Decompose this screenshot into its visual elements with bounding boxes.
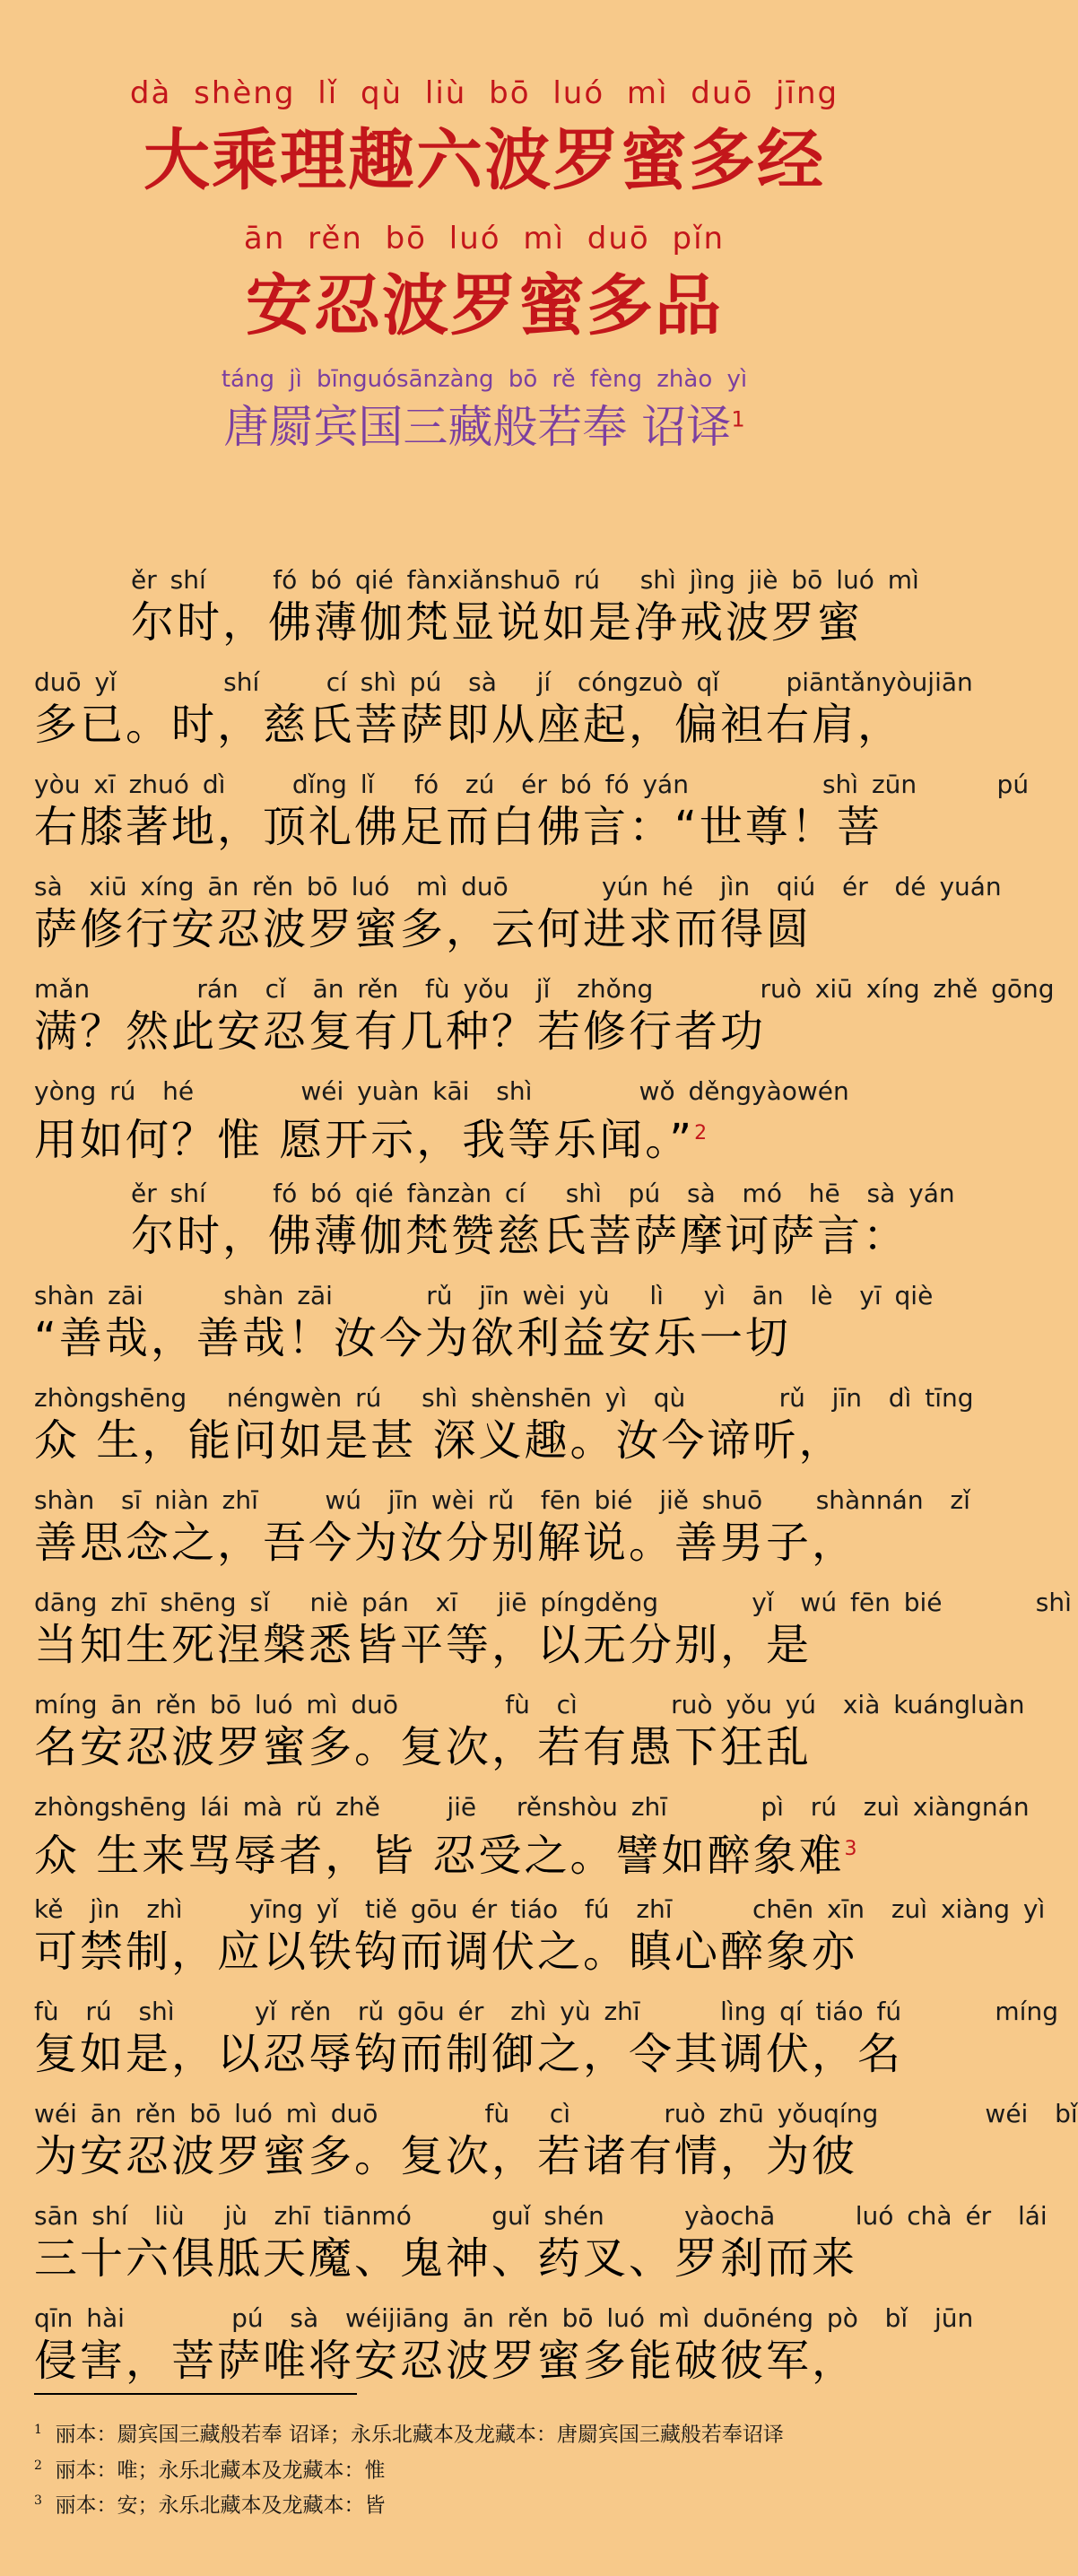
footnote-number: 1	[34, 2423, 42, 2437]
footnote	[34, 2415, 940, 2450]
row-hanzi: 侵害，菩萨唯将安忍波罗蜜多能破彼军，	[34, 2336, 858, 2386]
row-hanzi: 多已。时，慈氏菩萨即从座起，偏袒右肩，	[34, 700, 904, 750]
footnote-text: 丽本：安；永乐北藏本及龙藏本：皆	[55, 2493, 386, 2518]
author-pinyin: táng jì bīnguósānzàng bō rě fèng zhào yì	[221, 366, 748, 393]
row-hanzi	[34, 1107, 940, 1167]
row-pinyin: ěr shí fó bó qié fànxiǎnshuō rú shì jìng jiè bō luó mì	[131, 565, 919, 595]
footnote	[34, 2485, 940, 2521]
footnote-text: 丽本：唯；永乐北藏本及龙藏本：惟	[55, 2459, 386, 2483]
row-hanzi-text: 用如何？惟 愿开示，我等乐闻。”	[34, 1115, 695, 1165]
title-pinyin: dà shèng lǐ qù liù bō luó mì duō jīng	[129, 75, 839, 111]
footnote	[34, 2450, 940, 2486]
footnote-text: 丽本：罽宾国三藏般若奉 诏译；永乐北藏本及龙藏本：唐罽宾国三藏般若奉诏译	[55, 2423, 784, 2447]
text-row	[34, 1281, 940, 1383]
text-row	[34, 1997, 1058, 2099]
row-pinyin: yòng rú hé wéi yuàn kāi shì wǒ děngyàowén	[34, 1076, 849, 1106]
row-hanzi: 名安忍波罗蜜多。复次，若有愚下狂乱	[34, 1722, 813, 1772]
text-row	[34, 2201, 1048, 2303]
author-line	[0, 391, 969, 456]
row-hanzi: 萨修行安忍波罗蜜多，云何进求而得圆	[34, 904, 813, 954]
text-row	[34, 770, 1030, 872]
footnotes	[34, 2393, 940, 2521]
text-row	[34, 2099, 1078, 2201]
page-title: 大乘理趣六波罗蜜多经	[143, 122, 825, 199]
row-hanzi-text: 众 生来骂辱者，皆 忍受之。譬如醉象难	[34, 1831, 845, 1881]
row-pinyin: sà xiū xíng ān rěn bō luó mì duō yún hé jìn qiú ér dé yuán	[34, 872, 1002, 901]
row-hanzi: 满？然此安忍复有几种？若修行者功	[34, 1006, 767, 1057]
footnote-divider	[34, 2393, 357, 2395]
row-hanzi: 尔时，佛薄伽梵显说如是净戒波罗蜜	[131, 597, 864, 648]
page-subtitle: 安忍波罗蜜多品	[246, 267, 723, 344]
text-row	[34, 1383, 974, 1485]
row-hanzi: 右膝著地，顶礼佛足而白佛言：“世尊！菩	[34, 802, 882, 852]
row-hanzi: 当知生死涅槃悉皆平等，以无分别，是	[34, 1620, 813, 1670]
text-row	[34, 1690, 1025, 1792]
row-pinyin: shàn sī niàn zhī wú jīn wèi rǔ fēn bié jiě shuō shànnán zǐ	[34, 1485, 970, 1515]
text-row	[34, 1179, 955, 1281]
row-pinyin: yòu xī zhuó dì dǐng lǐ fó zú ér bó fó yán shì zūn pú	[34, 770, 1030, 799]
sutra-text	[34, 565, 1078, 2406]
row-pinyin: shàn zāi shàn zāi rǔ jīn wèi yù lì yì ān lè yī qiè	[34, 1281, 934, 1310]
row-hanzi	[34, 1823, 940, 1883]
text-row	[34, 1485, 970, 1588]
row-pinyin: sān shí liù jù zhī tiānmó guǐ shén yàochā luó chà ér lái	[34, 2201, 1048, 2231]
text-row	[34, 2303, 974, 2406]
row-hanzi: 众 生，能问如是甚 深义趣。汝今谛听，	[34, 1415, 845, 1466]
footnote-ref-2: 2	[694, 1122, 710, 1144]
footnote-ref-1: 1	[731, 406, 745, 432]
row-hanzi: 三十六俱胝天魔、鬼神、药叉、罗刹而来	[34, 2233, 858, 2284]
footnote-number: 2	[34, 2458, 42, 2473]
subtitle-pinyin: ān rěn bō luó mì duō pǐn	[243, 221, 726, 257]
row-hanzi: 为安忍波罗蜜多。复次，若诸有情，为彼	[34, 2131, 858, 2181]
text-row	[34, 1588, 1072, 1690]
row-hanzi: 可禁制，应以铁钩而调伏之。瞋心醉象亦	[34, 1927, 858, 1977]
text-row	[34, 565, 940, 667]
text-row	[34, 974, 1055, 1076]
row-pinyin: ěr shí fó bó qié fànzàn cí shì pú sà mó hē sà yán	[131, 1179, 955, 1208]
row-pinyin: duō yǐ shí cí shì pú sà jí cóngzuò qǐ piāntǎnyòujiān	[34, 667, 973, 697]
text-row	[34, 872, 1002, 974]
row-hanzi: 善思念之，吾今为汝分别解说。善男子，	[34, 1518, 858, 1568]
row-hanzi: 尔时，佛薄伽梵赞慈氏菩萨摩诃萨言：	[131, 1211, 909, 1261]
row-pinyin: zhòngshēng néngwèn rú shì shènshēn yì qù rǔ jīn dì tīng	[34, 1383, 974, 1413]
text-row	[34, 1894, 1046, 1997]
footnote-ref-3: 3	[844, 1838, 860, 1860]
row-pinyin: zhòngshēng lái mà rǔ zhě jiē rěnshòu zhī pì rú zuì xiàngnán	[34, 1792, 1030, 1822]
text-row	[34, 667, 973, 770]
row-pinyin: mǎn rán cǐ ān rěn fù yǒu jǐ zhǒng ruò xiū xíng zhě gōng	[34, 974, 1055, 1004]
row-pinyin: dāng zhī shēng sǐ niè pán xī jiē píngděng yǐ wú fēn bié shì	[34, 1588, 1072, 1617]
author-text: 唐罽宾国三藏般若奉 诏译	[223, 401, 732, 453]
text-row	[34, 1792, 1030, 1894]
row-pinyin: kě jìn zhì yīng yǐ tiě gōu ér tiáo fú zhī chēn xīn zuì xiàng yì	[34, 1894, 1046, 1924]
row-hanzi: 复如是，以忍辱钩而制御之，令其调伏，名	[34, 2029, 904, 2079]
row-hanzi: “善哉，善哉！汝今为欲利益安乐一切	[34, 1313, 791, 1363]
row-pinyin: míng ān rěn bō luó mì duō fù cì ruò yǒu yú xià kuángluàn	[34, 1690, 1025, 1719]
row-pinyin: wéi ān rěn bō luó mì duō fù cì ruò zhū yǒuqíng wéi bǐ	[34, 2099, 1078, 2128]
text-row	[34, 1076, 940, 1179]
footnote-number: 3	[34, 2493, 42, 2509]
row-pinyin: fù rú shì yǐ rěn rǔ gōu ér zhì yù zhī lìng qí tiáo fú míng	[34, 1997, 1058, 2026]
row-pinyin: qīn hài pú sà wéijiāng ān rěn bō luó mì duōnéng pò bǐ jūn	[34, 2303, 974, 2333]
title-block	[0, 75, 969, 456]
